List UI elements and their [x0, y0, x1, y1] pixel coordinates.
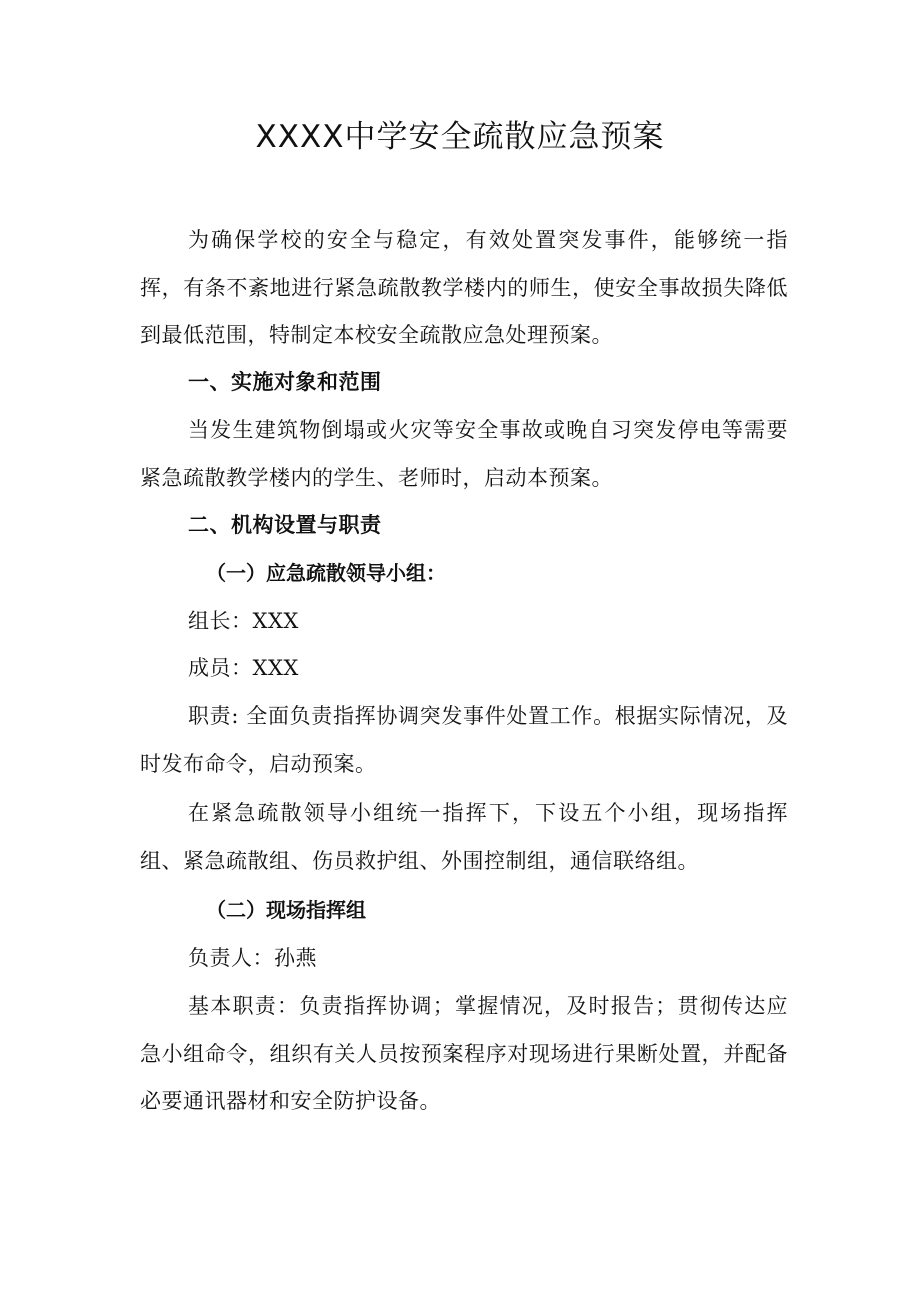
group-1-leader: 组长：XXX [188, 609, 299, 633]
group-1-duty: 职责: 全面负责指挥协调突发事件处置工作。根据实际情况，及时发布命令，启动预案。 [140, 704, 788, 776]
section-2-heading: 二、机构设置与职责 [188, 513, 382, 537]
group-1-heading: （一）应急疏散领导小组： [206, 561, 446, 585]
group-1-members: 成员：XXX [188, 656, 299, 680]
group-2-duty: 基本职责：负责指挥协调；掌握情况，及时报告；贯彻传达应急小组命令，组织有关人员按预案程序对现场进行果断处置，并配备必要通讯器材和安全防护设备。 [140, 994, 788, 1113]
group-2-heading: （二）现场指挥组 [206, 898, 366, 922]
document-title: XXXX中学安全疏散应急预案 [255, 119, 665, 155]
group-2-person: 负责人：孙燕 [188, 946, 317, 970]
group-1-subgroups: 在紧急疏散领导小组统一指挥下，下设五个小组，现场指挥组、紧急疏散组、伤员救护组、外围控制组，通信联络组。 [140, 801, 788, 873]
intro-paragraph: 为确保学校的安全与稳定，有效处置突发事件，能够统一指挥，有条不紊地进行紧急疏散教学楼内的师生，使安全事故损失降低到最低范围，特制定本校安全疏散应急处理预案。 [140, 228, 788, 347]
section-1-body: 当发生建筑物倒塌或火灾等安全事故或晚自习突发停电等需要紧急疏散教学楼内的学生、老师时，启动本预案。 [140, 418, 788, 490]
section-1-heading: 一、实施对象和范围 [188, 370, 382, 394]
